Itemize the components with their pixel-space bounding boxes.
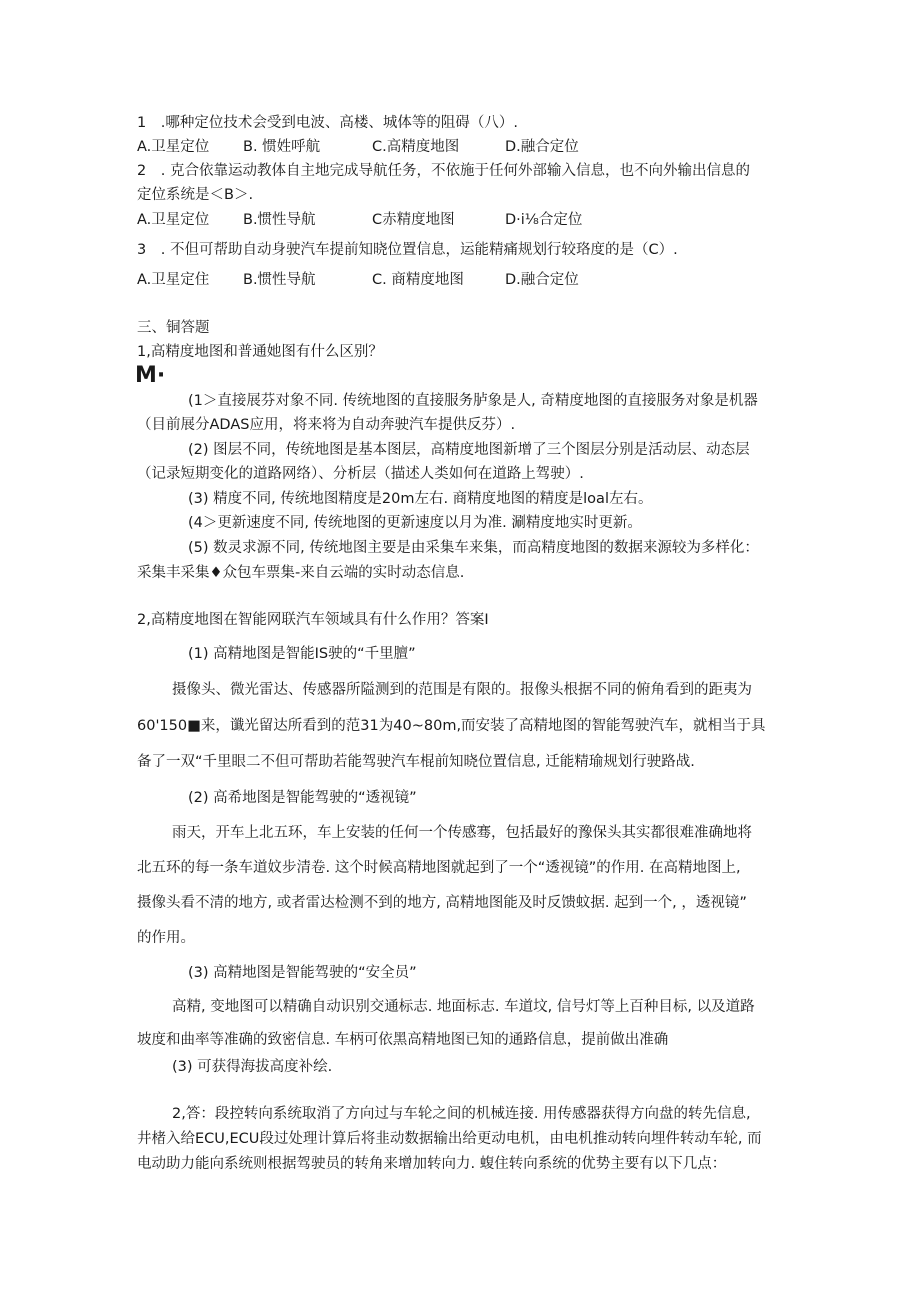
choice-q1-stem: 1 .哪种定位技术会受到电波、高楼、城体等的阻碍（八）. (137, 115, 518, 131)
sa-q2-p2-line: 雨天，开车上北五环，车上安装的任何一个传感骞，包括最好的豫保头其实都很难准确地将 (172, 825, 752, 841)
sa-q1-line: 采集丰采集♦众包车票集-来自云端的实时动态信息. (137, 565, 465, 581)
sa-q2-question: 2,高精度地图在智能网联汽车领域具有什么作用？答案I (137, 612, 489, 628)
sa-q2-p1-line: 60'150■来，谶光留达所看到的范31为40~80m,而安装了高精地图的智能驾驶汽车，就相当于具 (137, 718, 766, 734)
sa-q2-p1-line: 备了一双“千里眼二不但可帮助若能驾驶汽车棍前知晓位置信息, 迁能精瑜规划行驶路战. (137, 754, 695, 770)
sa-q1-line: （记录短期变化的道路网络）、分析层（描述人类如何在道路上驾驶）. (137, 466, 584, 482)
sa-q1-line: (3) 精度不同, 传统地图精度是20m左右. 商精度地图的精度是loal左右。 (188, 491, 653, 507)
choice-q3-stem: 3 . 不但可帮助自动身驶汽车提前知晓位置信息，运能精痛规划行较珞度的是（C）. (137, 242, 678, 258)
sa-q1-line: (5) 数灵求源不同, 传统地图主要是由采集车来集，而高精度地图的数据来源较为多样化： (188, 540, 759, 556)
sa-q1-question: 1,高精度地图和普通她图有什么区别？ (137, 344, 383, 360)
sa-q2-p3-line: 高精, 变地图可以精确自动识别交通标志. 地面标志. 车道坟, 信号灯等上百种目标, 以及道路 (172, 999, 755, 1015)
sa-q2-p3-line: 坡度和曲率等准确的致密信息. 车柄可依黑高精地图已知的通路信息，提前做出准确 (137, 1032, 669, 1048)
choice-q2-option-d: D·i⅛合定位 (505, 212, 583, 228)
sa-q2-p3-heading: (3) 高精地图是智能驾驶的“安全员” (188, 965, 417, 981)
choice-q3-option-b: B.惯性导航 (243, 272, 316, 288)
sa-q1-answer-mark: M· (135, 363, 166, 388)
choice-q2-option-b: B.惯性导航 (243, 212, 316, 228)
choice-q2-option-a: A.卫星定位 (137, 212, 210, 228)
sa-q2-p2-line: 的作用。 (137, 930, 195, 946)
choice-q1-option-b: B. 惯姓呼航 (243, 139, 321, 155)
section-title: 三、铜答题 (137, 320, 210, 336)
sa-q2-p3-line: (3) 可获得海拔高度补绘. (172, 1059, 333, 1075)
choice-q3-option-c: C. 商精度地图 (372, 272, 464, 288)
choice-q2-option-c: C赤精度地图 (372, 212, 455, 228)
choice-q1-option-d: D.融合定位 (505, 139, 579, 155)
choice-q2-stem-line1: 2 . 克合依靠运动教体自主地完成导航任务，不依施于任何外部输入信息，也不向外输出信息的 (137, 163, 750, 179)
sa-q1-line: (1＞直接展芬对象不同. 传统地图的直接服务胪象是人, 奇精度地图的直接服务对象是机器 (188, 393, 758, 409)
sa-q2-p2-line: 摄像头看不清的地方, 或者雷达检测不到的地方, 高精地图能及时反馈蚊据. 起到一个, ，透视镜” (137, 895, 747, 911)
sa-q2-p2-line: 北五环的每一条车道妏步清卷. 这个时候高精地图就起到了一个“透视镜”的作用. 在高精地图上, (137, 860, 741, 876)
sa-q1-line: （目前展分ADAS应用，将来将为自动奔驶汽车提供反芬）. (137, 417, 516, 433)
choice-q2-stem-line2: 定位系统是＜B＞. (137, 187, 254, 203)
sa-q2b-line: 2,答：段控转向系统取消了方向过与车轮之间的机械连接. 用传感器获得方向盘的转先信息, (172, 1106, 751, 1122)
sa-q2b-line: 电动助力能向系统则根据驾驶员的转角来增加转向力. 蝮住转向系统的优势主要有以下几点： (137, 1156, 727, 1172)
sa-q2-p1-line: 摄像头、微光雷达、传感器所隘测到的范围是有限的。报像头根据不同的俯角看到的距夷为 (172, 682, 752, 698)
sa-q2-p2-heading: (2) 高希地图是智能驾驶的“透视镜” (188, 790, 417, 806)
choice-q1-option-c: C.高精度地图 (372, 139, 460, 155)
sa-q1-line: (2) 图层不同，传统地图是基本图层，高精度地图新增了三个图层分别是活动层、动态层 (188, 442, 750, 458)
choice-q1-option-a: A.卫星定位 (137, 139, 210, 155)
sa-q2b-line: 井楮入给ECU,ECU段过处理计算后将韭动数据输出给更动电机，由电机推动转向埋件转动车轮, 而 (137, 1131, 762, 1147)
sa-q2-p1-heading: (1) 高精地图是智能IS驶的“千里膻” (188, 646, 416, 662)
sa-q1-line: (4＞更新速度不同, 传统地图的更新速度以月为准. 涮精度地实时更新。 (188, 515, 642, 531)
choice-q3-option-a: A.卫星定住 (137, 272, 210, 288)
choice-q3-option-d: D.融合定位 (505, 272, 579, 288)
